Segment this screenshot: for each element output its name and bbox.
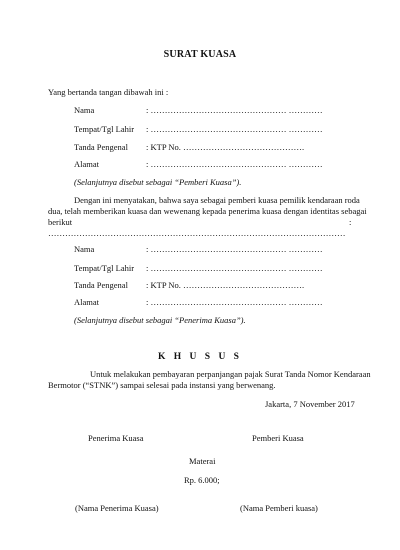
grantor-note: (Selanjutnya disebut sebagai “Pemberi Kuasa”). (74, 177, 242, 187)
grantor-address-label: Alamat (74, 159, 100, 169)
grantee-birth-value: : ………………………………………… ………… (146, 263, 323, 273)
grantee-address-label: Alamat (74, 297, 100, 307)
grantee-id-value: : KTP No. ……………………………………. (146, 280, 305, 290)
grantor-id-label: Tanda Pengenal (74, 142, 128, 152)
declaration-line-1: Dengan ini menyatakan, bahwa saya sebagai pemberi kuasa pemilik kendaraan roda (74, 195, 360, 205)
grantor-address-value: : ………………………………………… ………… (146, 159, 323, 169)
declaration-line-3-colon: : (349, 217, 352, 227)
stamp-amount: Rp. 6.000; (184, 475, 220, 485)
grantor-signature-name: (Nama Pemberi kuasa) (240, 503, 318, 513)
grantor-name-value: : ………………………………………… ………… (146, 105, 323, 115)
grantee-address-value: : ………………………………………… ………… (146, 297, 323, 307)
special-heading: K H U S U S (158, 352, 242, 362)
place-date: Jakarta, 7 November 2017 (265, 399, 355, 409)
grantee-name-value: : ………………………………………… ………… (146, 244, 323, 254)
declaration-line-4: …………………………………………………………………………………………… (48, 228, 346, 238)
document-title: SURAT KUASA (163, 49, 237, 60)
grantor-birth-value: : ………………………………………… ………… (146, 124, 323, 134)
grantor-signature-title: Pemberi Kuasa (252, 433, 304, 443)
grantee-signature-title: Penerima Kuasa (88, 433, 144, 443)
grantor-name-label: Nama (74, 105, 95, 115)
stamp-label: Materai (189, 456, 216, 466)
declaration-line-2: dua, telah memberikan kuasa dan wewenang kepada penerima kuasa dengan identitas sebagai (48, 206, 367, 216)
grantee-signature-name: (Nama Penerima Kuasa) (75, 503, 159, 513)
declaration-line-3: berikut (48, 217, 73, 227)
special-line-1: Untuk melakukan pembayaran perpanjangan pajak Surat Tanda Nomor Kendaraan (90, 369, 371, 379)
grantor-id-value: : KTP No. ……………………………………. (146, 142, 305, 152)
intro-text: Yang bertanda tangan dibawah ini : (48, 87, 169, 97)
special-line-2: Bermotor (“STNK”) sampai selesai pada instansi yang berwenang. (48, 380, 276, 390)
grantee-name-label: Nama (74, 244, 95, 254)
grantee-note: (Selanjutnya disebut sebagai “Penerima Kuasa”). (74, 315, 246, 325)
grantee-id-label: Tanda Pengenal (74, 280, 128, 290)
grantee-birth-label: Tempat/Tgl Lahir (74, 263, 135, 273)
grantor-birth-label: Tempat/Tgl Lahir (74, 124, 135, 134)
